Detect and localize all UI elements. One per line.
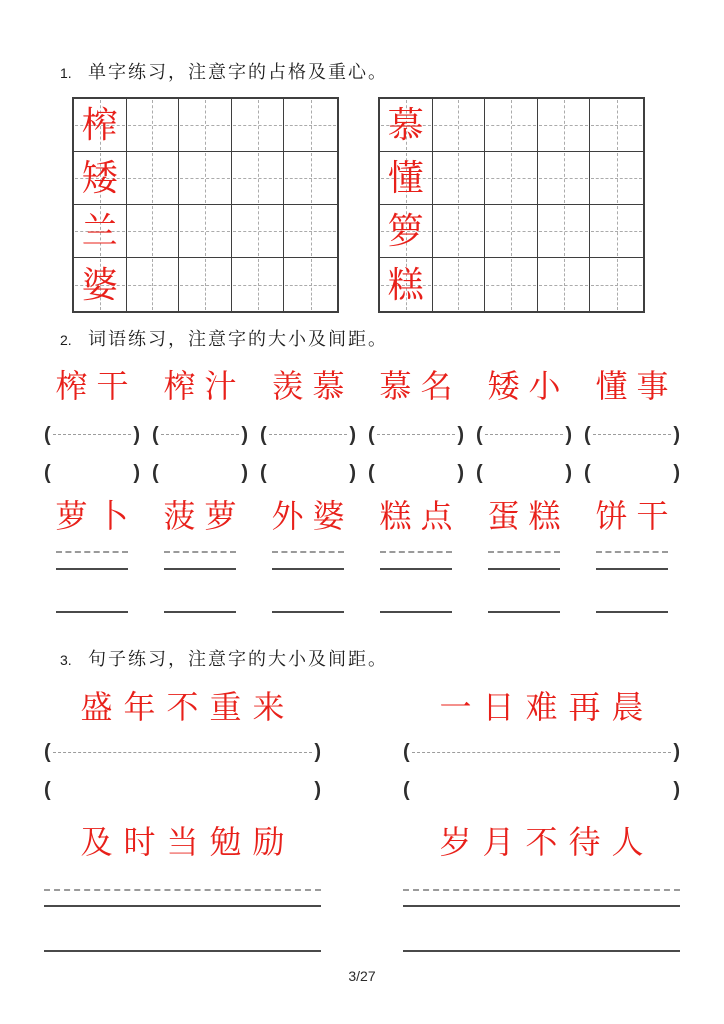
- paren-open: (: [152, 423, 159, 446]
- sentence-line-row-2: [44, 950, 680, 952]
- paren-open: (: [44, 741, 51, 763]
- grid-cell: [284, 258, 337, 311]
- writing-line: [56, 611, 128, 613]
- practice-word: 糕点: [379, 498, 462, 534]
- practice-character: 懂: [387, 158, 424, 198]
- word-column: [476, 364, 572, 485]
- practice-word: 菠萝: [163, 498, 246, 534]
- grid-cell: [284, 152, 337, 205]
- sentence-line-dashed-row: [44, 889, 680, 891]
- writing-line: [488, 611, 560, 613]
- pinyin-blank-empty: [584, 461, 680, 485]
- sentence-column: [44, 905, 321, 907]
- sentence-row-2: [44, 820, 680, 865]
- grid-cell: [590, 99, 643, 152]
- pinyin-blank-empty: [44, 461, 140, 485]
- pinyin-blank-dashed: [403, 740, 680, 764]
- grid-cell: [179, 258, 232, 311]
- writing-line-dashed: [596, 551, 668, 553]
- grid-cell: [538, 99, 591, 152]
- sentence-column: [403, 905, 680, 907]
- writing-line-dashed: [403, 889, 680, 891]
- character-grid-left: [72, 97, 339, 313]
- paren-open: (: [476, 461, 483, 484]
- writing-line: [380, 611, 452, 613]
- word-column: [476, 494, 572, 613]
- grid-cell: [232, 258, 285, 311]
- pinyin-blank-dashed: [44, 740, 321, 764]
- practice-character: 兰: [81, 211, 118, 251]
- grid-cell: [433, 258, 486, 311]
- word-column: [584, 494, 680, 613]
- sentence-column: [403, 820, 680, 865]
- sentence-row-1: [44, 685, 680, 730]
- paren-close: ): [349, 423, 356, 446]
- practice-character: 婆: [81, 264, 118, 305]
- practice-word: 懂事: [595, 368, 678, 404]
- sentence-column: [44, 740, 321, 764]
- sentence-column: [44, 950, 321, 952]
- word-column: [260, 494, 356, 613]
- paren-open: (: [476, 423, 483, 446]
- grid-cell: [485, 205, 538, 258]
- sentence-pinyin-blank-empty-row: [44, 778, 680, 802]
- writing-line: [272, 611, 344, 613]
- grid-cell: [232, 205, 285, 258]
- word-column: [368, 494, 464, 613]
- writing-line-dashed: [56, 551, 128, 553]
- grid-cell: [179, 99, 232, 152]
- practice-character: 矮: [81, 158, 118, 198]
- word-column: [44, 364, 140, 485]
- writing-line: [403, 905, 680, 907]
- grid-cell: [538, 152, 591, 205]
- paren-open: (: [260, 461, 267, 484]
- practice-word: 榨汁: [163, 368, 246, 404]
- paren-close: ): [133, 423, 140, 446]
- paren-open: (: [368, 461, 375, 484]
- paren-open: (: [584, 423, 591, 446]
- paren-close: ): [673, 779, 680, 801]
- practice-word: 外婆: [271, 498, 354, 534]
- writing-line: [164, 568, 236, 570]
- practice-word: 慕名: [379, 368, 462, 404]
- paren-open: (: [403, 741, 410, 763]
- grid-cell: [485, 152, 538, 205]
- section1-title: 单字练习，注意字的占格及重心。: [88, 62, 388, 82]
- section2-title: 词语练习，注意字的大小及间距。: [88, 329, 388, 349]
- writing-line: [380, 568, 452, 570]
- writing-line: [596, 568, 668, 570]
- section3-number: 3.: [60, 652, 72, 668]
- writing-line-dashed: [164, 551, 236, 553]
- paren-close: ): [349, 461, 356, 484]
- paren-close: ): [673, 741, 680, 763]
- paren-close: ): [133, 461, 140, 484]
- pinyin-blank-dashed: [476, 423, 572, 447]
- word-column: [584, 364, 680, 485]
- sentence-column: [44, 820, 321, 865]
- sentence-line-row-1: [44, 905, 680, 907]
- section1-heading: [58, 58, 388, 84]
- grid-cell: [74, 152, 127, 205]
- paren-open: (: [44, 423, 51, 446]
- grid-cell: [590, 152, 643, 205]
- writing-line: [403, 950, 680, 952]
- grid-cell: [127, 152, 180, 205]
- section2-heading: [58, 325, 388, 351]
- grid-cell: [74, 205, 127, 258]
- grid-cell: [590, 205, 643, 258]
- paren-close: ): [565, 461, 572, 484]
- grid-cell: [179, 205, 232, 258]
- paren-close: ): [457, 461, 464, 484]
- pinyin-blank-empty: [44, 778, 321, 802]
- practice-character: 箩: [387, 211, 424, 251]
- grid-cell: [74, 258, 127, 311]
- practice-sentence: 一日难再晨: [439, 689, 655, 725]
- writing-line: [164, 611, 236, 613]
- sentence-column: [44, 685, 321, 730]
- section3-title: 句子练习，注意字的大小及间距。: [88, 649, 388, 669]
- practice-sentence: 盛年不重来: [80, 689, 296, 725]
- character-grid-right: [378, 97, 645, 313]
- paren-close: ): [673, 423, 680, 446]
- paren-open: (: [368, 423, 375, 446]
- pinyin-blank-empty: [260, 461, 356, 485]
- pinyin-blank-empty: [403, 778, 680, 802]
- sentence-column: [44, 778, 321, 802]
- sentence-column: [403, 889, 680, 891]
- writing-line-dashed: [380, 551, 452, 553]
- section1-number: 1.: [60, 65, 72, 81]
- paren-open: (: [584, 461, 591, 484]
- paren-close: ): [241, 461, 248, 484]
- grid-cell: [284, 99, 337, 152]
- pinyin-blank-dashed: [584, 423, 680, 447]
- paren-open: (: [44, 461, 51, 484]
- practice-character: 榨: [81, 105, 118, 145]
- grid-cell: [538, 258, 591, 311]
- section2-number: 2.: [60, 332, 72, 348]
- word-practice-group-2: [44, 494, 680, 613]
- grid-cell: [485, 99, 538, 152]
- practice-word: 蛋糕: [487, 498, 570, 534]
- paren-close: ): [241, 423, 248, 446]
- grid-cell: [284, 205, 337, 258]
- paren-close: ): [457, 423, 464, 446]
- word-column: [152, 494, 248, 613]
- paren-open: (: [44, 779, 51, 801]
- writing-line: [44, 905, 321, 907]
- writing-line: [488, 568, 560, 570]
- grid-cell: [232, 152, 285, 205]
- paren-open: (: [403, 779, 410, 801]
- word-column: [44, 494, 140, 613]
- practice-sentence: 及时当勉励: [80, 824, 296, 860]
- paren-open: (: [260, 423, 267, 446]
- paren-close: ): [314, 741, 321, 763]
- grid-cell: [127, 205, 180, 258]
- sentence-column: [403, 778, 680, 802]
- pinyin-blank-empty: [368, 461, 464, 485]
- pinyin-blank-empty: [476, 461, 572, 485]
- grid-cell: [380, 99, 433, 152]
- pinyin-blank-dashed: [152, 423, 248, 447]
- writing-line-dashed: [44, 889, 321, 891]
- word-column: [368, 364, 464, 485]
- practice-character: 慕: [387, 105, 424, 145]
- grid-cell: [538, 205, 591, 258]
- writing-line-dashed: [488, 551, 560, 553]
- paren-close: ): [565, 423, 572, 446]
- grid-cell: [590, 258, 643, 311]
- word-column: [152, 364, 248, 485]
- writing-line: [272, 568, 344, 570]
- writing-line-dashed: [272, 551, 344, 553]
- grid-cell: [380, 205, 433, 258]
- grid-cell: [433, 99, 486, 152]
- sentence-column: [44, 889, 321, 891]
- grid-cell: [433, 205, 486, 258]
- writing-line: [596, 611, 668, 613]
- pinyin-blank-empty: [152, 461, 248, 485]
- writing-line: [56, 568, 128, 570]
- practice-sentence: 岁月不待人: [439, 824, 655, 860]
- grid-cell: [380, 152, 433, 205]
- practice-word: 羡慕: [271, 368, 354, 404]
- sentence-column: [403, 685, 680, 730]
- grid-cell: [433, 152, 486, 205]
- grid-cell: [74, 99, 127, 152]
- sentence-column: [403, 950, 680, 952]
- sentence-pinyin-blank-dashed-row: [44, 740, 680, 764]
- pinyin-blank-dashed: [368, 423, 464, 447]
- page-number: 3/27: [348, 968, 376, 984]
- word-column: [260, 364, 356, 485]
- grid-cell: [127, 99, 180, 152]
- paren-open: (: [152, 461, 159, 484]
- pinyin-blank-dashed: [260, 423, 356, 447]
- practice-word: 矮小: [487, 368, 570, 404]
- grid-cell: [380, 258, 433, 311]
- practice-character: 糕: [387, 264, 424, 305]
- practice-word: 萝卜: [55, 498, 138, 534]
- section3-heading: [58, 645, 388, 671]
- paren-close: ): [314, 779, 321, 801]
- writing-line: [44, 950, 321, 952]
- paren-close: ): [673, 461, 680, 484]
- grid-cell: [232, 99, 285, 152]
- word-practice-group-1: [44, 364, 680, 485]
- grid-cell: [179, 152, 232, 205]
- practice-word: 榨干: [55, 368, 138, 404]
- grid-cell: [485, 258, 538, 311]
- pinyin-blank-dashed: [44, 423, 140, 447]
- practice-word: 饼干: [595, 498, 678, 534]
- sentence-column: [403, 740, 680, 764]
- grid-cell: [127, 258, 180, 311]
